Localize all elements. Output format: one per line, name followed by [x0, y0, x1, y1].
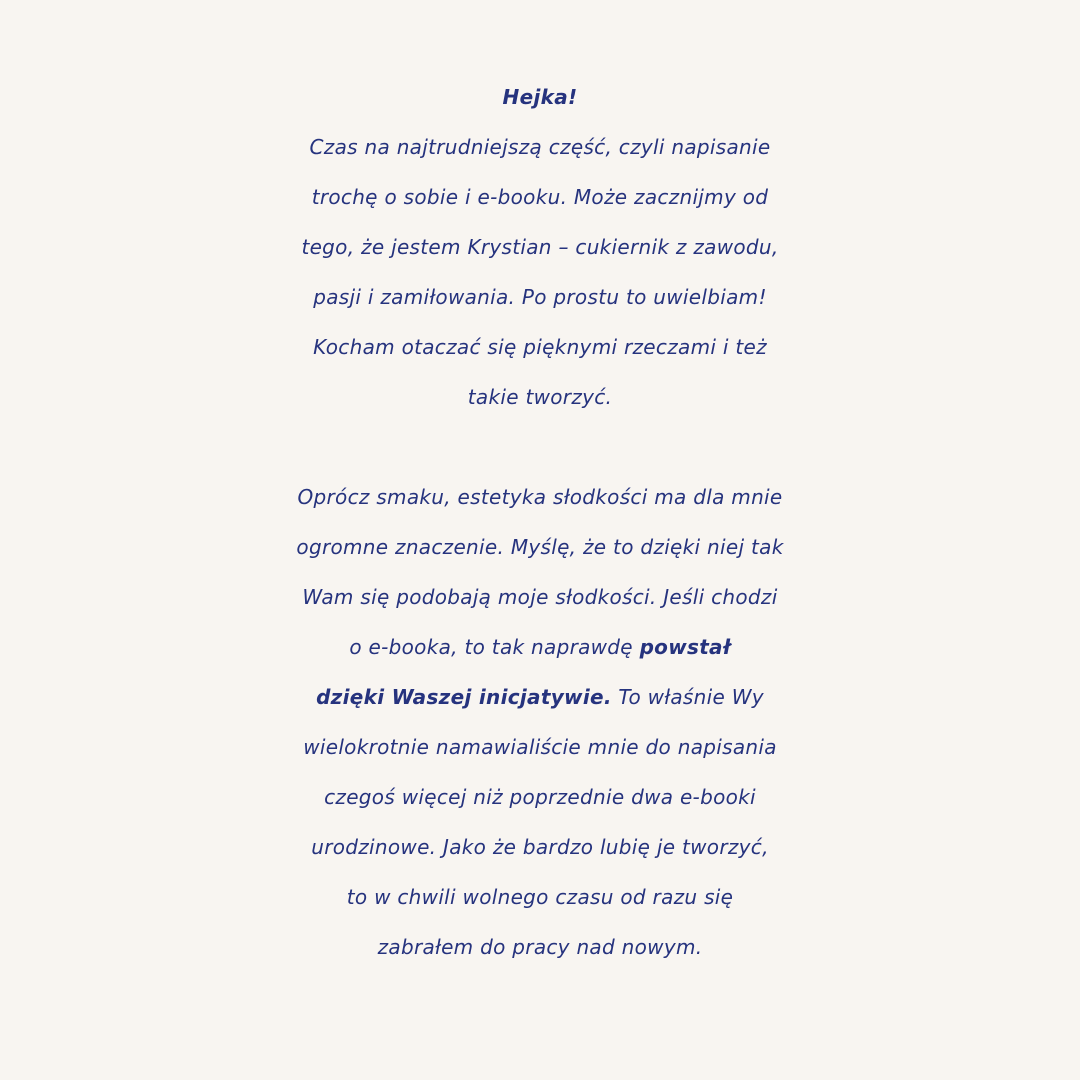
paragraph2-line-2: ogromne znaczenie. Myślę, że to dzięki niej tak — [296, 535, 784, 559]
paragraph2-line-4-emphasis: powstał — [639, 635, 731, 659]
paragraph1-line-1: Czas na najtrudniejszą część, czyli napisanie — [309, 135, 771, 159]
paragraph1-line-5: Kocham otaczać się pięknymi rzeczami i też — [313, 335, 767, 359]
paragraph2-line-5-emphasis: dzięki Waszej inicjatywie. — [316, 685, 612, 709]
greeting-heading: Hejka! — [502, 85, 578, 109]
paragraph2-line-4 — [0, 622, 1080, 672]
paragraph-gap — [0, 422, 1080, 472]
paragraph1-line-4: pasji i zamiłowania. Po prostu to uwielbiam! — [313, 285, 767, 309]
paragraph1-line-6: takie tworzyć. — [467, 385, 613, 409]
paragraph2-line-9: to w chwili wolnego czasu od razu się — [346, 885, 734, 909]
paragraph2-line-10: zabrałem do pracy nad nowym. — [377, 935, 703, 959]
paragraph2-line-7: czegoś więcej niż poprzednie dwa e-booki — [324, 785, 756, 809]
paragraph2-line-5-text: To właśnie Wy — [611, 685, 764, 709]
paragraph2-line-8: urodzinowe. Jako że bardzo lubię je tworzyć, — [311, 835, 769, 859]
paragraph2-line-4-text: o e-booka, to tak naprawdę — [349, 635, 640, 659]
paragraph2-line-1: Oprócz smaku, estetyka słodkości ma dla mnie — [297, 485, 783, 509]
paragraph1-line-3: tego, że jestem Krystian – cukiernik z zawodu, — [301, 235, 779, 259]
document-text — [0, 72, 1080, 972]
paragraph2-line-6: wielokrotnie namawialiście mnie do napisania — [303, 735, 777, 759]
paragraph2-line-3: Wam się podobają moje słodkości. Jeśli chodzi — [302, 585, 778, 609]
paragraph1-line-2: trochę o sobie i e-booku. Może zacznijmy od — [311, 185, 769, 209]
paragraph2-line-5 — [0, 672, 1080, 722]
